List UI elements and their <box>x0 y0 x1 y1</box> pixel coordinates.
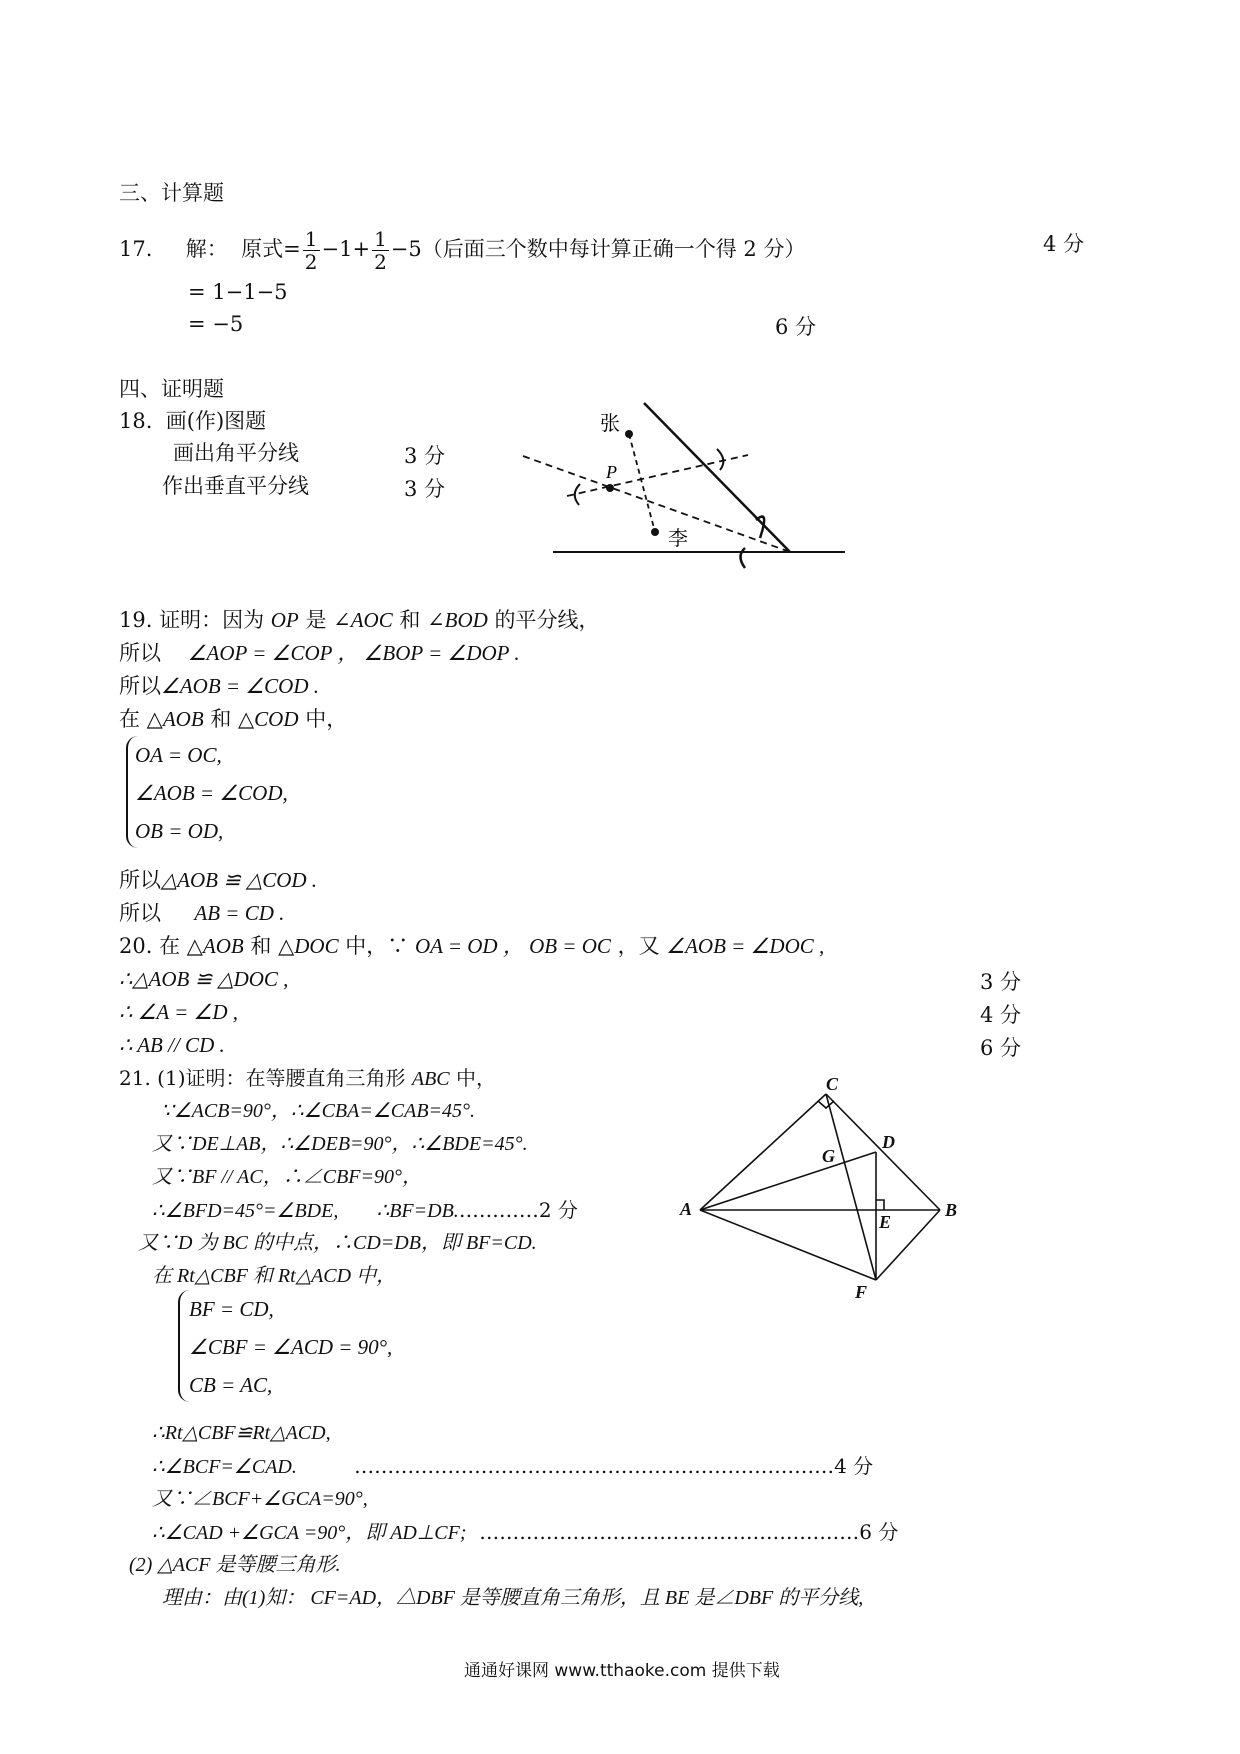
label-e: E <box>879 1212 892 1232</box>
label-c: C <box>826 1074 839 1094</box>
section-4-title: 四、证明题 <box>119 377 224 401</box>
q20-line3: ∴ ∠A = ∠D , <box>119 1000 239 1024</box>
label-d: D <box>882 1132 895 1152</box>
label-g: G <box>822 1146 835 1166</box>
q17-line1: 17. 解： 原式= $\frac{1}{2}$ −1+ $\frac{1}{2}$ −5（后面三个数中每计算正确一个得 2 分） <box>119 227 806 274</box>
q21-brace-line-1: BF = CD, <box>189 1297 274 1321</box>
q17-step-3: = −5 <box>188 312 244 336</box>
q20-line2: ∴△AOB ≌ △DOC , <box>119 967 289 991</box>
q17-score-2: 6 分 <box>775 315 817 339</box>
q19-line1: 19. 证明：因为 OP 是 ∠AOC 和 ∠BOD 的平分线， <box>119 608 600 632</box>
q18-item-2: 作出垂直平分线 <box>162 474 309 498</box>
label-p: P <box>606 462 617 482</box>
q19-brace-line-2: ∠AOB = ∠COD, <box>135 781 288 805</box>
q18-item-1: 画出角平分线 <box>173 441 299 465</box>
q20-score-3: 3 分 <box>980 970 1022 994</box>
q21-line5: ∴∠BFD=45°=∠BDE, ∴BF=DB.…………2 分 <box>152 1198 578 1222</box>
section-3-title: 三、计算题 <box>119 181 224 205</box>
q19-brace-line-3: OB = OD, <box>135 819 224 843</box>
fraction-half-1: $\frac{1}{2}$ <box>304 227 318 274</box>
fraction-half-2: $\frac{1}{2}$ <box>374 227 387 274</box>
q21-line8: ∴Rt△CBF≌Rt△ACD, <box>152 1422 331 1444</box>
q20-score-6: 6 分 <box>980 1036 1022 1060</box>
q21-line2: ∵∠ACB=90°，∴∠CBA=∠CAB=45°. <box>161 1100 476 1122</box>
footer-source: 通通好课网 www.tthaoke.com 提供下载 <box>464 1661 780 1681</box>
q21-part2-line1: (2) △ACF 是等腰三角形. <box>129 1554 341 1576</box>
q17-step-2: = 1−1−5 <box>188 280 288 304</box>
q21-line3: 又∵DE⊥AB，∴∠DEB=90°，∴∠BDE=45°. <box>152 1133 528 1155</box>
q21-line4: 又∵BF // AC，∴∠CBF=90°， <box>152 1166 423 1188</box>
q21-part2-line2: 理由：由(1)知： CF=AD，△DBF 是等腰直角三角形，且 BE 是∠DBF 的平分线, <box>162 1587 864 1609</box>
label-a: A <box>680 1199 693 1219</box>
q20-score-4: 4 分 <box>980 1003 1022 1027</box>
label-zhang: 张 <box>600 411 620 435</box>
q18-title: 18. 画(作)图题 <box>119 409 267 433</box>
q19-line6: 所以 AB = CD . <box>119 901 285 925</box>
q20-line4: ∴ AB // CD . <box>119 1033 225 1057</box>
q18-item-1-score: 3 分 <box>404 444 446 468</box>
q21-line1: 21. (1)证明：在等腰直角三角形 ABC 中， <box>119 1066 496 1090</box>
q19-line4: 在 △AOB 和 △COD 中， <box>119 707 348 731</box>
q21-brace-line-3: CB = AC, <box>189 1373 273 1397</box>
q19-line5: 所以△AOB ≌ △COD . <box>119 868 318 892</box>
q21-line11: ∴∠CAD +∠GCA =90°，即 AD⊥CF; …………………………………………………6 分 <box>152 1520 899 1544</box>
q21-line7: 在 Rt△CBF 和 Rt△ACD 中， <box>152 1265 397 1287</box>
label-f: F <box>855 1282 868 1302</box>
q21-brace-line-2: ∠CBF = ∠ACD = 90°, <box>189 1335 393 1359</box>
q19-line3: 所以∠AOB = ∠COD . <box>119 674 319 698</box>
q21-line9: ∴∠BCF=∠CAD. ………………………………………………………………4 分 <box>152 1454 874 1478</box>
q21-line6: 又∵D 为 BC 的中点，∴CD=DB，即 BF=CD. <box>138 1232 537 1254</box>
q19-brace-line-1: OA = OC, <box>135 743 222 767</box>
q18-item-2-score: 3 分 <box>404 477 446 501</box>
q21-line10: 又∵∠BCF+∠GCA=90°, <box>152 1488 368 1510</box>
q20-line1: 20. 在 △AOB 和 △DOC 中，∵ OA = OD ， OB = OC ，又 ∠AOB = ∠DOC , <box>119 934 825 958</box>
q17-score-1: 4 分 <box>1043 232 1085 256</box>
label-b: B <box>945 1200 958 1220</box>
q19-line2: 所以 ∠AOP = ∠COP ， ∠BOP = ∠DOP . <box>119 641 520 665</box>
label-li: 李 <box>668 526 688 550</box>
